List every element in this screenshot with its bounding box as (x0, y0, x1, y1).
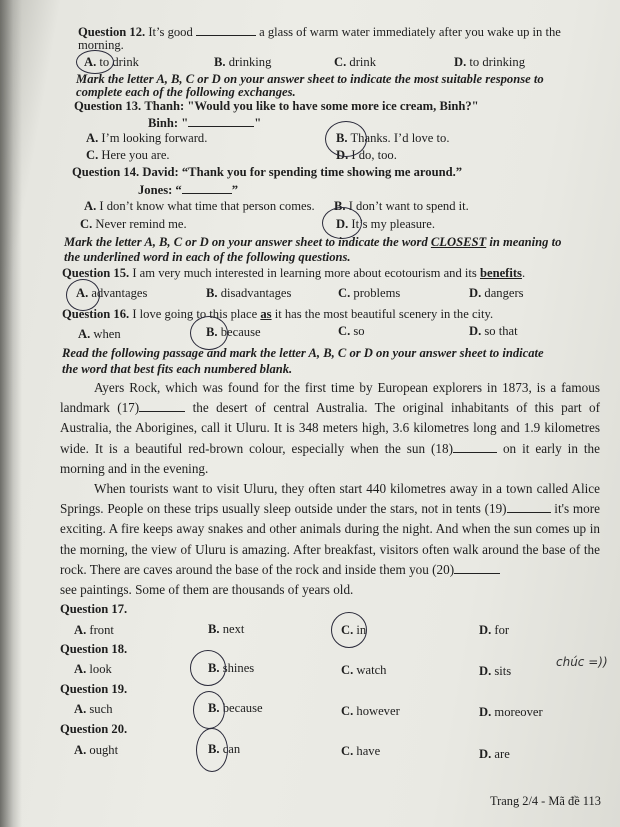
q12-option-d: D. to drinking (454, 55, 526, 69)
q16-option-d: D. so that (469, 324, 518, 338)
q20-option-b: B. can (208, 742, 241, 756)
reading-passage (60, 378, 600, 600)
question-12-cont: morning. (78, 38, 124, 52)
answer-circle (196, 728, 228, 772)
q18-option-c: C. watch (341, 663, 387, 677)
question-17: Question 17. (60, 602, 128, 616)
answer-circle (76, 50, 114, 74)
q17-option-c: C. in (341, 623, 367, 637)
instruction-closest: Mark the letter A, B, C or D on your answer sheet to indicate the word CLOSEST in meaning to (64, 235, 562, 249)
q19-option-a: A. such (74, 702, 113, 716)
q12-option-a: A. to drink (84, 55, 139, 69)
q16-option-b: B. because (206, 325, 261, 339)
q14-option-d: D. It’s my pleasure. (336, 217, 435, 231)
answer-circle (325, 121, 367, 157)
q13-option-a: A. I’m looking forward. (86, 131, 208, 145)
q13-option-c: C. Here you are. (86, 148, 170, 162)
page-footer: Trang 2/4 - Mã đề 113 (490, 794, 601, 808)
question-20: Question 20. (60, 722, 128, 736)
q13-option-d: D. I do, too. (336, 148, 397, 162)
q20-option-a: A. ought (74, 743, 119, 757)
instruction-passage-cont: the word that best fits each numbered blank. (62, 362, 293, 376)
question-16: Question 16. I love going to this place as it has the most beautiful scenery in the city. (62, 307, 494, 321)
answer-circle (193, 691, 225, 729)
q16-option-a: A. when (78, 327, 121, 341)
q17-option-d: D. for (479, 623, 510, 637)
q13-reply: Binh: " " (148, 116, 262, 130)
q15-option-d: D. dangers (469, 286, 524, 300)
q18-option-a: A. look (74, 662, 112, 676)
q16-option-c: C. so (338, 324, 365, 338)
q20-option-c: C. have (341, 744, 381, 758)
q15-option-b: B. disadvantages (206, 286, 292, 300)
page-shadow (0, 0, 22, 827)
q20-option-d: D. are (479, 747, 510, 761)
passage-paragraph-2: When tourists want to visit Uluru, they often start 440 kilometres away in a town called Alice Springs. People on these trips usually sleep outside under the stars, not in tents (19) it's more exciting. A fire keeps away snakes and other animals during the night. And when the sun comes up in the morning, the view of Uluru is amazing. After breakfast, visitors often walk around the base of the rock. There are caves around the base of the rock and inside them you (20) (60, 481, 600, 577)
question-15: Question 15. I am very much interested in learning more about ecotourism and its benefits. (62, 266, 526, 280)
instruction-closest-cont: the underlined word in each of the following questions. (64, 250, 351, 264)
q14-option-c: C. Never remind me. (80, 217, 187, 231)
instruction-passage: Read the following passage and mark the letter A, B, C or D on your answer sheet to indicate (62, 346, 544, 360)
question-13: Question 13. Thanh: "Would you like to have some more ice cream, Binh?" (74, 99, 479, 113)
question-14: Question 14. David: “Thank you for spending time showing me around.” (72, 165, 463, 179)
q12-option-c: C. drink (334, 55, 376, 69)
q17-option-b: B. next (208, 622, 245, 636)
question-18: Question 18. (60, 642, 128, 656)
answer-circle (190, 316, 228, 350)
instruction-exchanges: Mark the letter A, B, C or D on your answer sheet to indicate the most suitable response to (76, 72, 544, 86)
q17-option-a: A. front (74, 623, 114, 637)
q13-option-b: B. Thanks. I’d love to. (336, 131, 450, 145)
q19-option-d: D. moreover (479, 705, 543, 719)
q14-option-b: B. I don’t want to spend it. (334, 199, 469, 213)
instruction-exchanges-cont: complete each of the following exchanges. (76, 85, 296, 99)
question-19: Question 19. (60, 682, 128, 696)
q18-option-d: D. sits (479, 664, 512, 678)
answer-circle (190, 650, 226, 686)
q15-option-a: A. advantages (76, 286, 148, 300)
handwritten-note: chúc =)) (556, 655, 608, 669)
question-12: Question 12. It’s good a glass of warm water immediately after you wake up in the (78, 25, 561, 39)
q14-reply: Jones: “ ” (138, 183, 239, 197)
passage-paragraph-1: Ayers Rock, which was found for the first time by European explorers in 1873, is a famous landmark (17) the desert of central Australia. The original inhabitants of this part of Australia, the Aborigines, call it Uluru. It is 348 meters high, 3.6 kilometres long and 1.9 kilometres wide. It is a beautiful red-brown colour, especially when the sun (18) on it early in the morning and in the evening. (60, 380, 600, 476)
q12-option-b: B. drinking (214, 55, 272, 69)
passage-paragraph-2-end: see paintings. Some of them are thousands of years old. (60, 582, 354, 598)
q19-option-b: B. because (208, 701, 263, 715)
answer-circle (331, 612, 367, 648)
q14-option-a: A. I don’t know what time that person comes. (84, 199, 315, 213)
q18-option-b: B. shines (208, 661, 255, 675)
q19-option-c: C. however (341, 704, 400, 718)
q15-option-c: C. problems (338, 286, 401, 300)
